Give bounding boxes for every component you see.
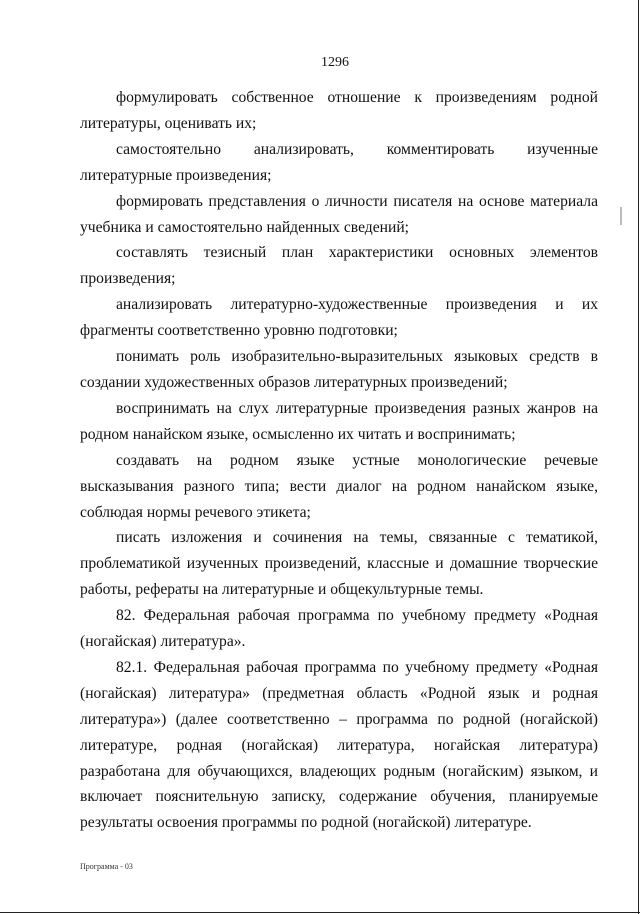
- paragraph: составлять тезисный план характеристики основных элементов произведения;: [80, 244, 598, 288]
- paragraph: анализировать литературно-художественные произведения и их фрагменты соответственно уровню подготовки;: [80, 296, 598, 340]
- paragraph: формулировать собственное отношение к произведениям родной литературы, оценивать их;: [80, 89, 598, 132]
- section-heading-paragraph: 82. Федеральная рабочая программа по учебному предмету «Родная (ногайская) литература».: [80, 607, 598, 651]
- paragraph: создавать на родном языке устные монологические речевые высказывания разного типа; вести диалог на родном нанайском языке, соблюдая нормы речевого этикета;: [80, 451, 598, 521]
- paragraph: самостоятельно анализировать, комментировать изученные литературные произведения;: [80, 140, 598, 184]
- page-edge-bottom: [0, 912, 640, 913]
- footer-label: Программа - 03: [80, 862, 133, 871]
- scan-mark: [620, 207, 622, 225]
- paragraph: понимать роль изобразительно-выразительных языковых средств в создании художественных образов литературных произведений;: [80, 348, 598, 391]
- paragraph: 82.1. Федеральная рабочая программа по учебному предмету «Родная (ногайская) литература» (предметная область «Родной язык и родная литература») (далее соответственно – программа по родной (ногайской) литературе, родная (ногайская) литература, ногайская литература) разработана для обучающихся, владеющих родным (ногайским) языком, и включает пояснительную записку, содержание обучения, планируемые результаты освоения программы по родной (ногайской) литературе.: [80, 658, 598, 832]
- paragraph: писать изложения и сочинения на темы, связанные с тематикой, проблематикой изученных произведений, классные и домашние творческие работы, рефераты на литературные и общекультурные темы.: [80, 529, 598, 599]
- paragraph: формировать представления о личности писателя на основе материала учебника и самостоятельно найденных сведений;: [80, 192, 598, 236]
- page-edge-right: [638, 0, 639, 914]
- paragraph: воспринимать на слух литературные произведения разных жанров на родном нанайском языке, осмысленно их читать и воспринимать;: [80, 399, 598, 443]
- page-number: 1296: [321, 55, 349, 70]
- document-body: [80, 85, 598, 836]
